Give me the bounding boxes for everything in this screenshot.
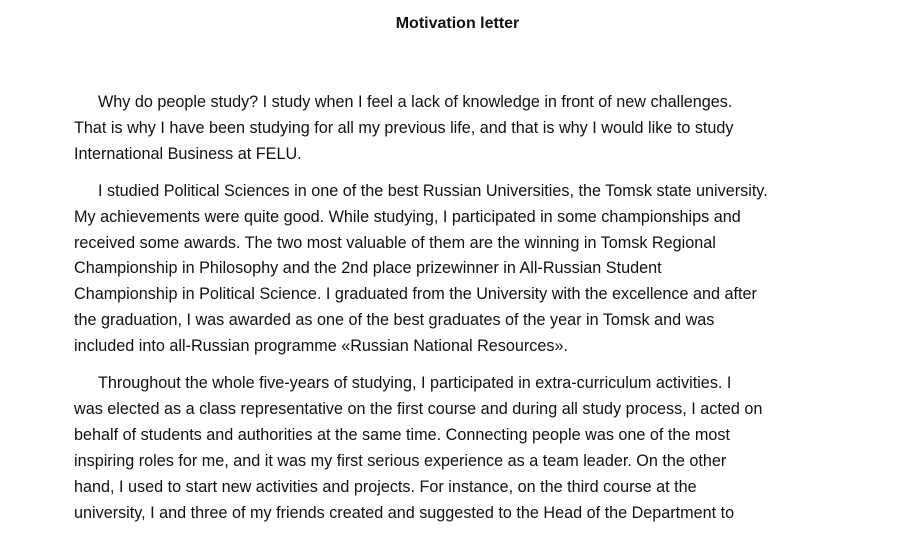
- paragraph-line: inspiring roles for me, and it was my first serious experience as a team leader. On the other: [74, 451, 727, 470]
- paragraph-2: [74, 179, 864, 360]
- paragraph-line: Throughout the whole five-years of studying, I participated in extra-curriculum activities. I: [98, 374, 732, 393]
- paragraph-line: university, I and three of my friends created and suggested to the Head of the Department to: [74, 503, 735, 522]
- paragraph-line: the graduation, I was awarded as one of the best graduates of the year in Tomsk and was: [74, 311, 715, 330]
- paragraph-line: was elected as a class representative on the first course and during all study process, I acted on: [74, 399, 763, 418]
- paragraph-line: That is why I have been studying for all my previous life, and that is why I would like to study: [74, 118, 734, 137]
- paragraph-1: [74, 90, 864, 168]
- paragraph-line: Championship in Political Science. I graduated from the University with the excellence and after: [74, 285, 757, 304]
- paragraph-line: behalf of students and authorities at the same time. Connecting people was one of the most: [74, 425, 730, 444]
- paragraph-line: My achievements were quite good. While studying, I participated in some championships and: [74, 207, 741, 226]
- paragraph-line: International Business at FELU.: [74, 144, 302, 163]
- paragraph-line: Why do people study? I study when I feel a lack of knowledge in front of new challenges.: [98, 93, 733, 111]
- document-title: Motivation letter: [395, 15, 520, 32]
- paragraph-line: received some awards. The two most valuable of them are the winning in Tomsk Regional: [74, 233, 716, 252]
- paragraph-3: [74, 371, 864, 526]
- paragraph-line: hand, I used to start new activities and projects. For instance, on the third course at the: [74, 477, 697, 496]
- paragraph-line: included into all-Russian programme «Russian National Resources».: [74, 337, 568, 356]
- paragraph-line: Championship in Philosophy and the 2nd place prizewinner in All-Russian Student: [74, 259, 662, 278]
- paragraph-line: I studied Political Sciences in one of the best Russian Universities, the Tomsk state university.: [98, 181, 768, 200]
- letter-body: [74, 90, 864, 538]
